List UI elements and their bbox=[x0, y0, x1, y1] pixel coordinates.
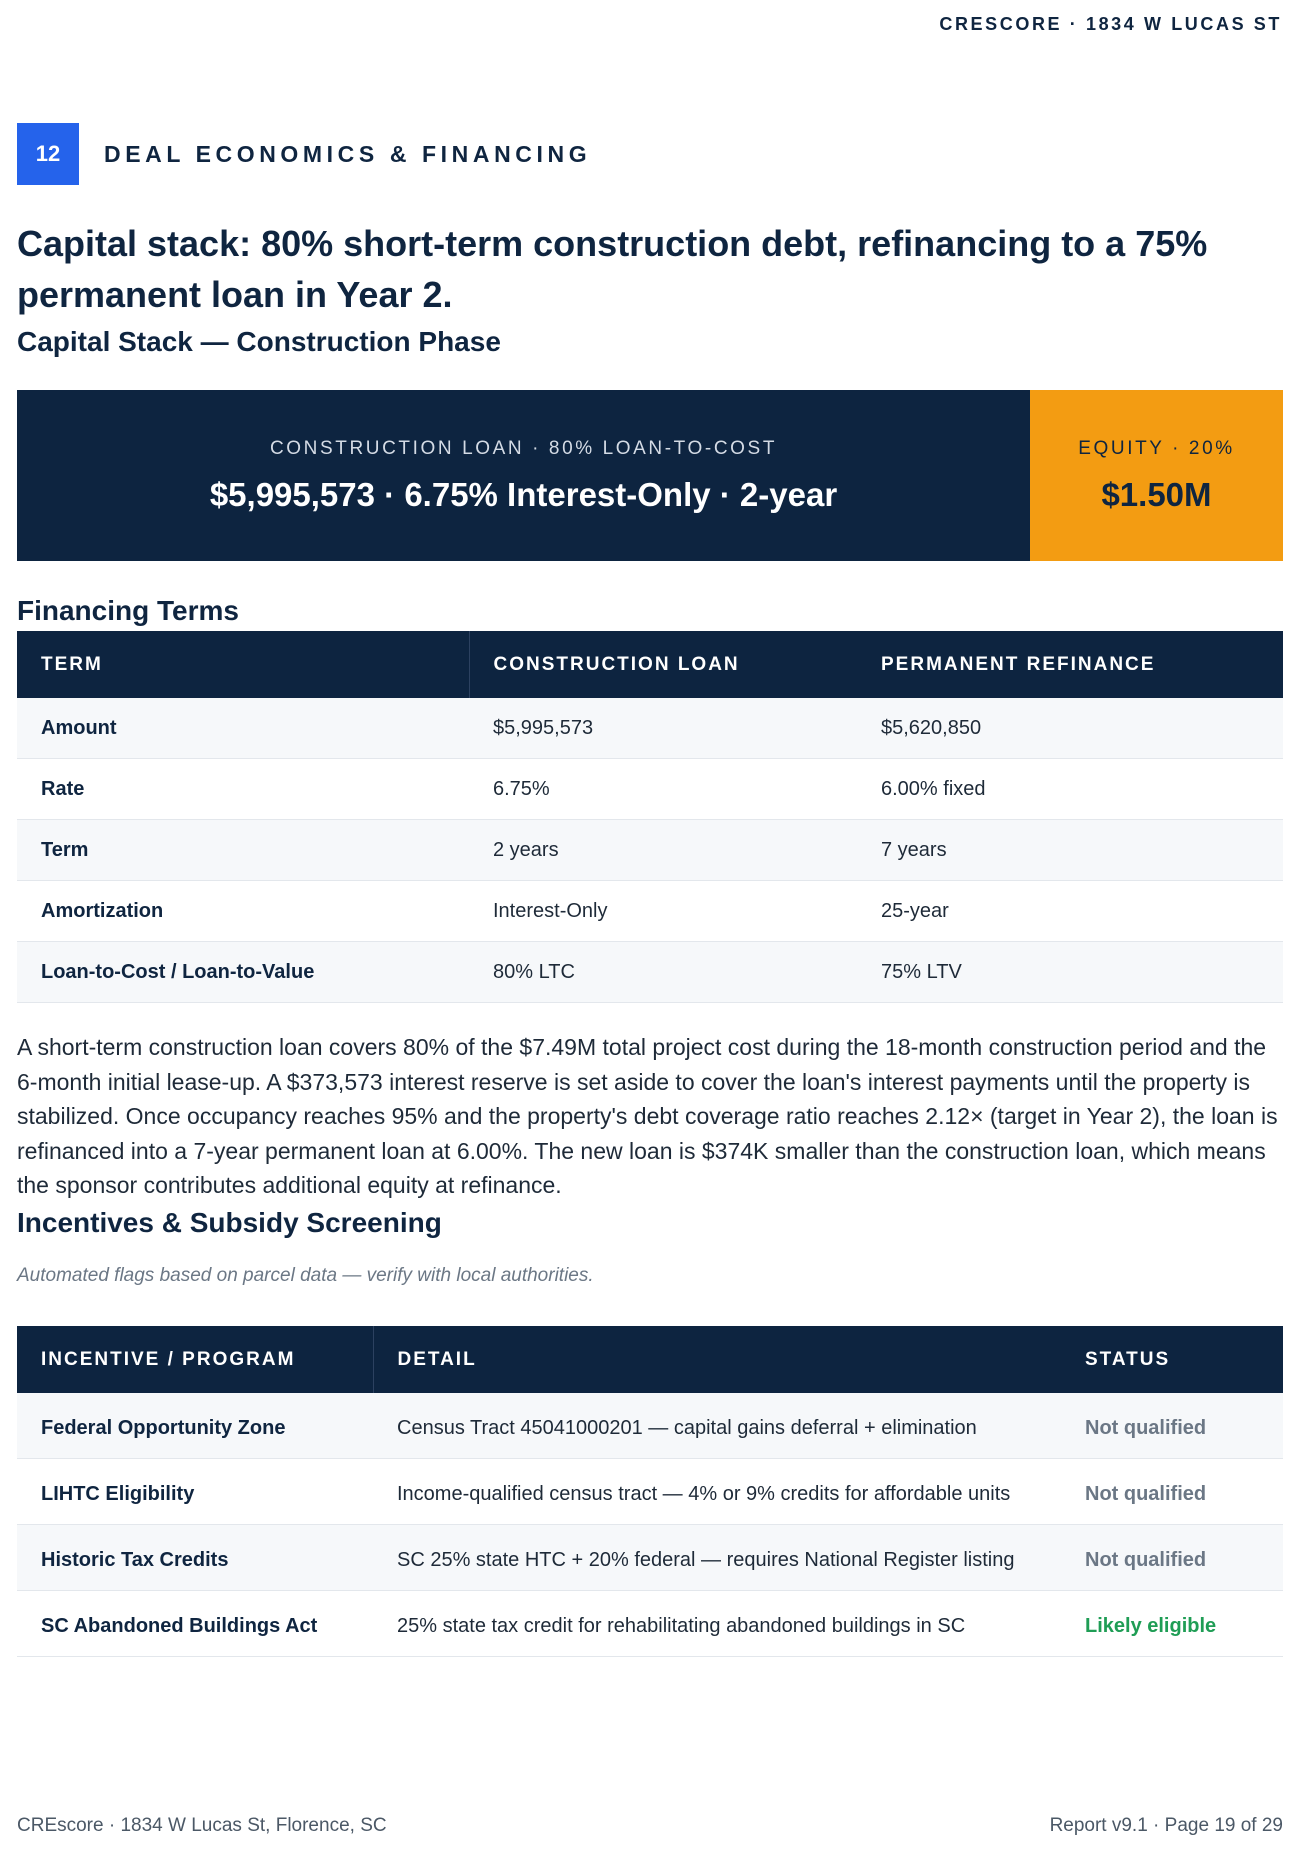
section-header bbox=[17, 123, 591, 185]
equity-label: EQUITY · 20% bbox=[1078, 437, 1235, 459]
incentive-name: Federal Opportunity Zone bbox=[17, 1393, 373, 1459]
table-row bbox=[17, 1393, 1283, 1459]
table-row bbox=[17, 942, 1283, 1003]
table-row bbox=[17, 820, 1283, 881]
permanent-value: 75% LTV bbox=[857, 942, 1283, 1003]
table-row bbox=[17, 1591, 1283, 1657]
incentive-detail: SC 25% state HTC + 20% federal — requires National Register listing bbox=[373, 1525, 1061, 1591]
construction-value: $5,995,573 bbox=[469, 698, 857, 759]
incentive-name: Historic Tax Credits bbox=[17, 1525, 373, 1591]
table-header-row bbox=[17, 631, 1283, 698]
construction-value: 2 years bbox=[469, 820, 857, 881]
column-header: DETAIL bbox=[373, 1326, 1061, 1393]
equity-value: $1.50M bbox=[1101, 475, 1212, 513]
construction-value: Interest-Only bbox=[469, 881, 857, 942]
table-row bbox=[17, 881, 1283, 942]
incentive-detail: Census Tract 45041000201 — capital gains deferral + elimination bbox=[373, 1393, 1061, 1459]
financing-terms-heading: Financing Terms bbox=[17, 595, 239, 626]
incentive-detail: Income-qualified census tract — 4% or 9% credits for affordable units bbox=[373, 1459, 1061, 1525]
capital-stack-bar bbox=[17, 390, 1283, 561]
construction-loan-label: CONSTRUCTION LOAN · 80% LOAN-TO-COST bbox=[269, 437, 778, 459]
table-row bbox=[17, 698, 1283, 759]
table-header-row bbox=[17, 1326, 1283, 1393]
section-title: DEAL ECONOMICS & FINANCING bbox=[104, 140, 592, 167]
table-row bbox=[17, 759, 1283, 820]
column-header: CONSTRUCTION LOAN bbox=[469, 631, 857, 698]
section-number-badge: 12 bbox=[17, 123, 79, 185]
incentive-detail: 25% state tax credit for rehabilitating abandoned buildings in SC bbox=[373, 1591, 1061, 1657]
incentive-name: LIHTC Eligibility bbox=[17, 1459, 373, 1525]
term-name: Amortization bbox=[17, 881, 469, 942]
status-label: Not qualified bbox=[1061, 1525, 1283, 1591]
table-row bbox=[17, 1459, 1283, 1525]
incentive-name: SC Abandoned Buildings Act bbox=[17, 1591, 373, 1657]
status-label: Likely eligible bbox=[1061, 1591, 1283, 1657]
status-label: Not qualified bbox=[1061, 1393, 1283, 1459]
equity-block bbox=[1030, 390, 1283, 561]
footer-left: CREscore · 1834 W Lucas St, Florence, SC bbox=[17, 1815, 387, 1836]
financing-terms-table bbox=[17, 631, 1283, 1003]
column-header: STATUS bbox=[1061, 1326, 1283, 1393]
incentives-note: Automated flags based on parcel data — verify with local authorities. bbox=[17, 1265, 594, 1286]
term-name: Term bbox=[17, 820, 469, 881]
page-headline: Capital stack: 80% short-term construction debt, refinancing to a 75% permanent loan in Year 2. bbox=[17, 223, 1208, 315]
status-label: Not qualified bbox=[1061, 1459, 1283, 1525]
incentives-heading: Incentives & Subsidy Screening bbox=[17, 1207, 442, 1238]
report-header-brand: CRESCORE · 1834 W LUCAS ST bbox=[939, 14, 1282, 34]
term-name: Loan-to-Cost / Loan-to-Value bbox=[17, 942, 469, 1003]
construction-loan-block bbox=[17, 390, 1030, 561]
column-header: INCENTIVE / PROGRAM bbox=[17, 1326, 373, 1393]
construction-loan-value: $5,995,573 · 6.75% Interest-Only · 2-year bbox=[209, 475, 838, 513]
column-header: TERM bbox=[17, 631, 469, 698]
table-row bbox=[17, 1525, 1283, 1591]
footer-right: Report v9.1 · Page 19 of 29 bbox=[1049, 1815, 1283, 1836]
permanent-value: 6.00% fixed bbox=[857, 759, 1283, 820]
term-name: Amount bbox=[17, 698, 469, 759]
permanent-value: $5,620,850 bbox=[857, 698, 1283, 759]
capital-stack-heading: Capital Stack — Construction Phase bbox=[17, 326, 501, 357]
column-header: PERMANENT REFINANCE bbox=[857, 631, 1283, 698]
financing-summary: A short-term construction loan covers 80% of the $7.49M total project cost during the 18-month construction period and the 6-month initial lease-up. A $373,573 interest reserve is set aside to cover the loan's interest payments until the property is stabilized. Once occupancy reaches 95% and the property's debt coverage ratio reaches 2.12× (target in Year 2), the loan is refinanced into a 7-year permanent loan at 6.00%. The new loan is $374K smaller than the construction loan, which means the sponsor contributes additional equity at refinance. bbox=[17, 1034, 1278, 1198]
permanent-value: 25-year bbox=[857, 881, 1283, 942]
permanent-value: 7 years bbox=[857, 820, 1283, 881]
incentives-table bbox=[17, 1326, 1283, 1657]
term-name: Rate bbox=[17, 759, 469, 820]
construction-value: 80% LTC bbox=[469, 942, 857, 1003]
construction-value: 6.75% bbox=[469, 759, 857, 820]
